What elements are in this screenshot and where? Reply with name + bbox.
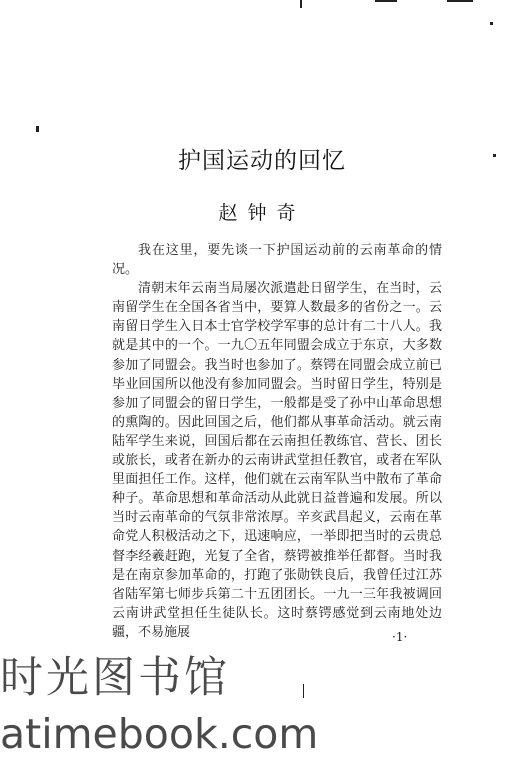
paragraph: 清朝末年云南当局屡次派遣赴日留学生，在当时，云南留学生在全国各省当中，要算人数最多的省份之一。云南留日学生入日本士官学校学军事的总计有二十八人。我就是其中的一个。一九〇五年同盟会成立于东京，大多数参加了同盟会。我当时也参加了。蔡锷在同盟会成立前已毕业回国所以他没有参加同盟会。当时留日学生，特别是参加了同盟会的留日学生，一般都是受了孙中山革命思想的熏陶的。因此回国之后，他们都从事革命活动。就云南陆军学生来说，回国后都在云南担任教练官、营长、团长或旅长，或者在新办的云南讲武堂担任教官，或者在军队里面担任工作。这样，他们就在云南军队当中散布了革命种子。革命思想和革命活动从此就日益普遍和发展。所以当时云南革命的气氛非常浓厚。辛亥武昌起义，云南在革命党人积极活动之下，迅速响应，一举即把当时的云贵总督李经羲赶跑，光复了全省，蔡锷被推举任都督。当时我是在南京参加革命的，打跑了张勋铁良后，我曾任过江苏省陆军第七师步兵第二十五团团长。一九一三年我被调回云南讲武堂担任生徒队长。这时蔡锷感觉到云南地处边疆，不易施展: [112, 281, 442, 640]
watermark-title: 时光图书馆: [0, 653, 230, 703]
scan-mark: [447, 0, 473, 2]
page-number: ·1·: [392, 630, 408, 644]
watermark-url: atimebook.com: [0, 710, 319, 758]
scan-mark: [36, 126, 39, 132]
scan-mark: [490, 22, 493, 25]
scan-mark: [303, 684, 304, 698]
chapter-title: 护国运动的回忆: [178, 148, 346, 174]
scan-mark: [300, 0, 302, 8]
scan-mark: [375, 0, 397, 2]
paragraph: 我在这里，要先谈一下护国运动前的云南革命的情况。: [112, 243, 442, 278]
body-text: [112, 241, 442, 642]
author-name: 赵钟奇: [218, 202, 306, 224]
